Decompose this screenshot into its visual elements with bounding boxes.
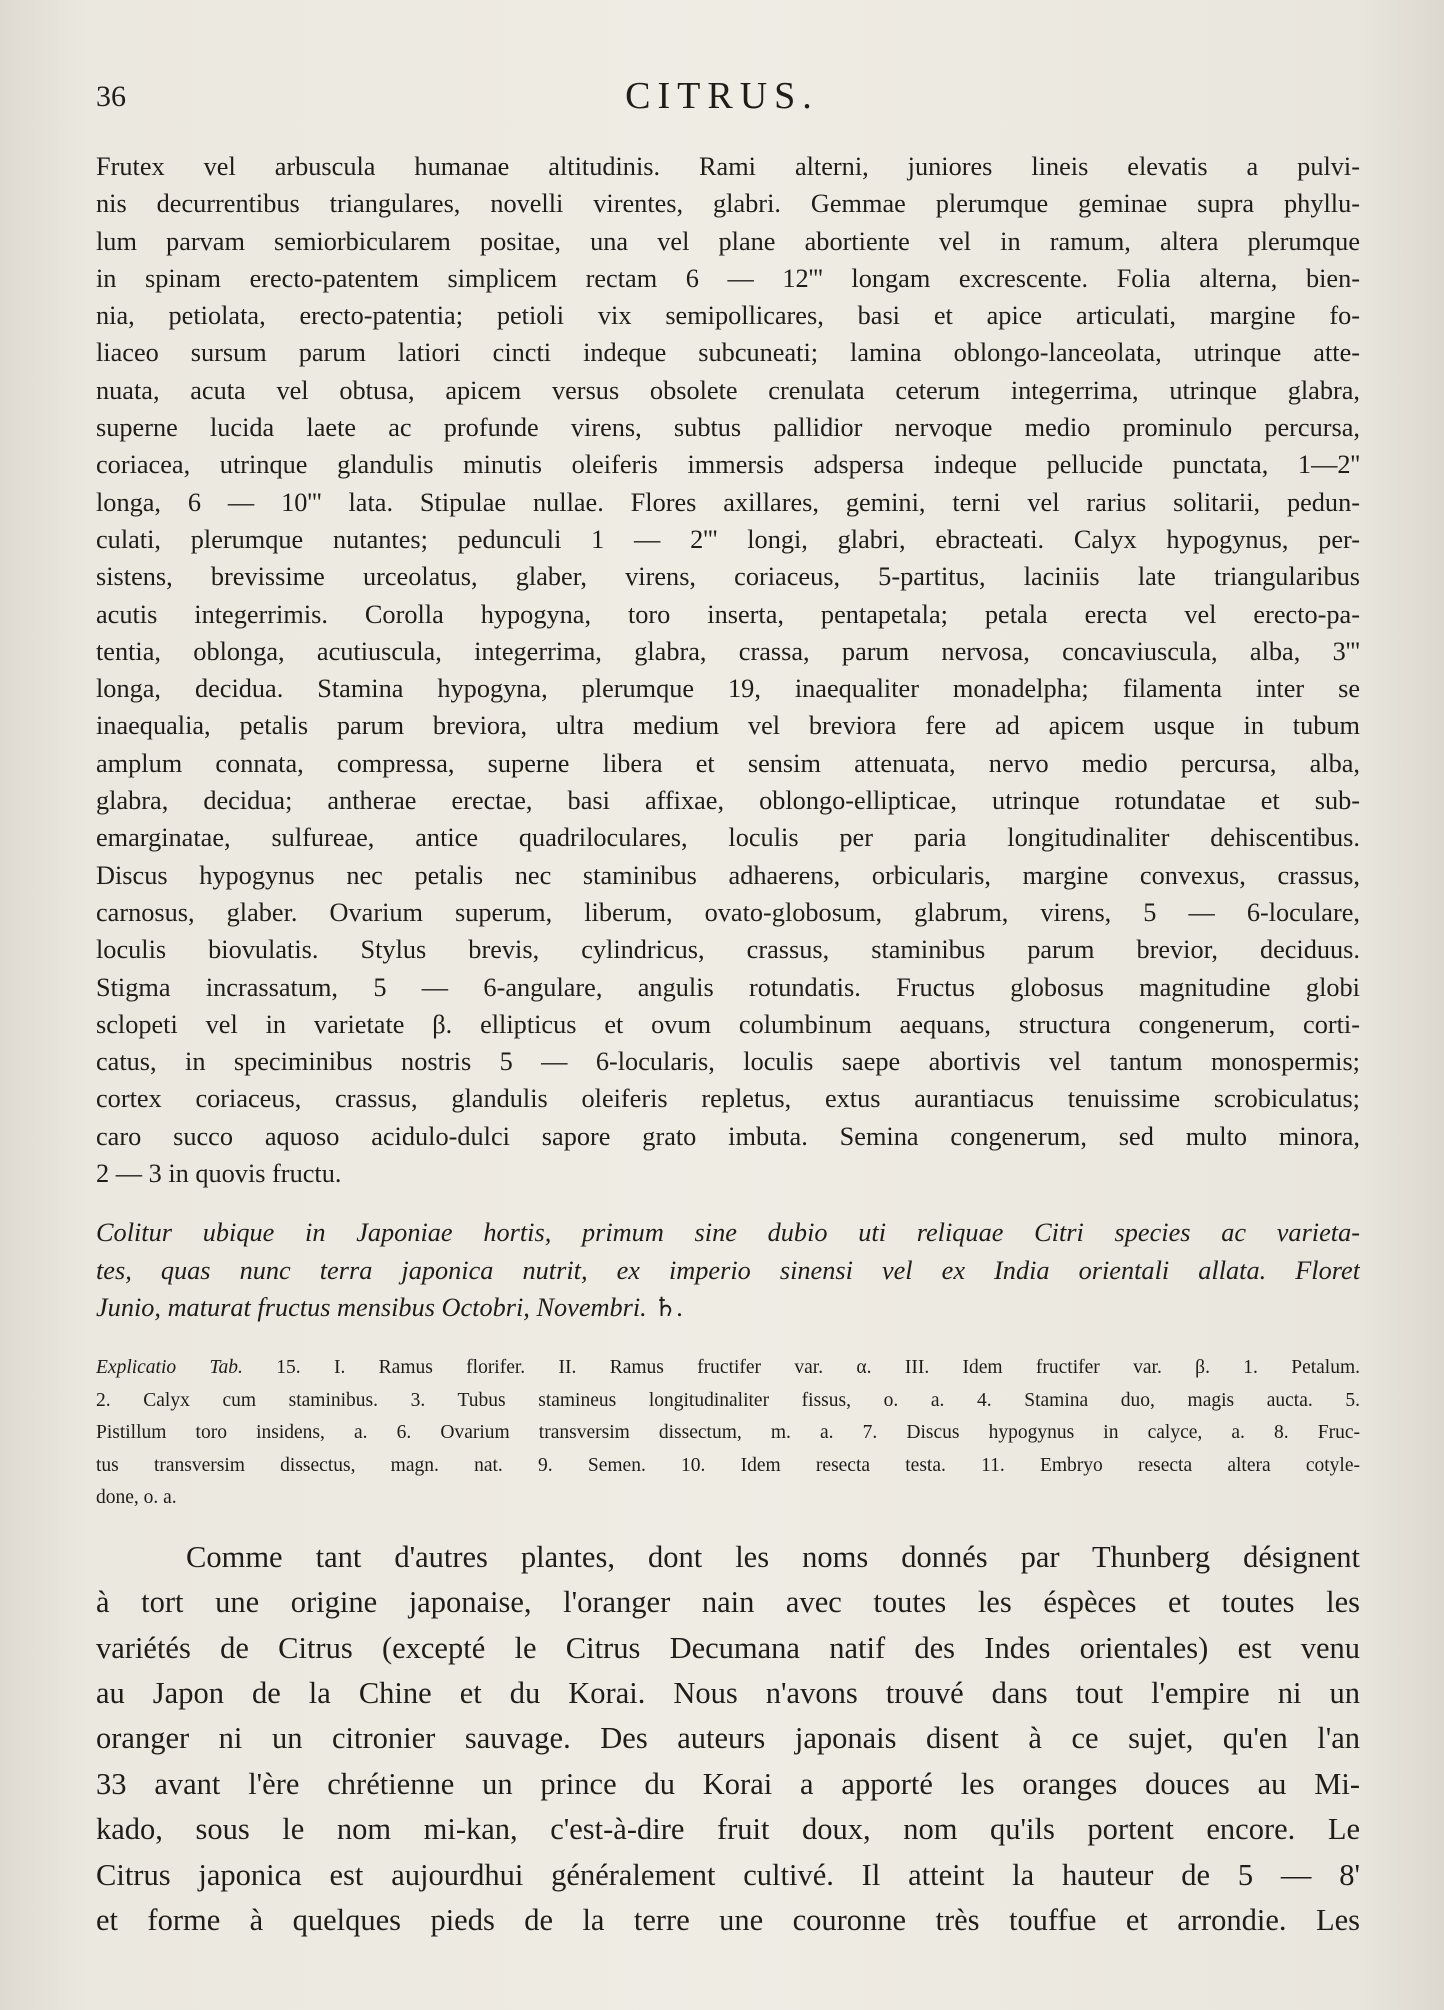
text-line: variétés de Citrus (excepté le Citrus Decumana natif des Indes orientales) est venu [96,1630,1360,1665]
text-line: et forme à quelques pieds de la terre une couronne très touffue et arrondie. Les [96,1902,1360,1937]
text-line: Comme tant d'autres plantes, dont les noms donnés par Thunberg désignent [186,1539,1360,1574]
text-line: liaceo sursum parum latiori cincti indeque subcuneati; lamina oblongo-lanceolata, utrinque atte- [96,338,1360,368]
text-line: acutis integerrimis. Corolla hypogyna, toro inserta, pentapetala; petala erecta vel erecto-pa- [96,599,1360,629]
text-line: au Japon de la Chine et du Korai. Nous n'avons trouvé dans tout l'empire ni un [96,1675,1360,1710]
text-line: kado, sous le nom mi-kan, c'est-à-dire fruit doux, nom qu'ils portent encore. Le [96,1812,1360,1847]
text-line: à tort une origine japonaise, l'oranger nain avec toutes les éspèces et toutes les [96,1585,1360,1620]
text-line: Frutex vel arbuscula humanae altitudinis. Rami alterni, juniores lineis elevatis a pulvi- [96,152,1360,181]
explicatio-lead: Explicatio Tab. [96,1357,243,1379]
text-line: tes, quas nunc terra japonica nutrit, ex imperio sinensi vel ex India orientali allata. Floret [96,1255,1360,1285]
text-line: catus, in speciminibus nostris 5 — 6-locularis, loculis saepe abortivis vel tantum monospermis; [96,1047,1360,1077]
text-line: lum parvam semiorbicularem positae, una vel plane abortiente vel in ramum, altera plerumque [96,226,1360,256]
text-line: superne lucida laete ac profunde virens, subtus pallidior nervoque medio prominulo percursa, [96,413,1360,443]
text-line: longa, decidua. Stamina hypogyna, plerumque 19, inaequaliter monadelpha; filamenta inter se [96,674,1360,704]
text-line: Discus hypogynus nec petalis nec staminibus adhaerens, orbicularis, margine convexus, crassus, [96,860,1360,890]
text-line: longa, 6 — 10''' lata. Stipulae nullae. Flores axillares, gemini, terni vel rarius solitarii, pedun- [96,487,1360,517]
french-paragraph [96,1535,1360,1944]
text-line: nuata, acuta vel obtusa, apicem versus obsolete crenulata ceterum integerrima, utrinque glabra, [96,375,1360,405]
text-line: oranger ni un citronier sauvage. Des auteurs japonais disent à ce sujet, qu'en l'an [96,1721,1360,1756]
text-line: culati, plerumque nutantes; pedunculi 1 — 2''' longi, glabri, ebracteati. Calyx hypogynus, per- [96,524,1360,554]
text-line: inaequalia, petalis parum breviora, ultra medium vel breviora fere ad apicem usque in tubum [96,711,1360,741]
running-title: CITRUS. [625,75,819,117]
text-line: nia, petiolata, erecto-patentia; petioli vix semipollicares, basi et apice articulati, margine fo- [96,301,1360,331]
page-header [96,70,1348,120]
plate-explanation [96,1352,1360,1515]
text-line: done, o. a. [96,1487,177,1509]
page-body [96,148,1360,1943]
text-line: 2 — 3 in quovis fructu. [96,1159,342,1189]
text-line: carnosus, glaber. Ovarium superum, liberum, ovato-globosum, glabrum, virens, 5 — 6-loculare, [96,897,1360,927]
text-line: coriacea, utrinque glandulis minutis oleiferis immersis adspersa indeque pellucide punctata, 1—2'' [96,450,1360,480]
text-line: tentia, oblonga, acutiuscula, integerrima, glabra, crassa, parum nervosa, concaviuscula, alba, 3''' [96,636,1360,666]
text-line: sistens, brevissime urceolatus, glaber, virens, coriaceus, 5-partitus, laciniis late triangularibus [96,562,1360,592]
text-line: 15. I. Ramus florifer. II. Ramus fructifer var. α. III. Idem fructifer var. β. 1. Petalum. [276,1357,1360,1379]
text-line: amplum connata, compressa, superne libera et sensim attenuata, nervo medio percursa, alba, [96,748,1360,778]
text-line: caro succo aquoso acidulo-dulci sapore grato imbuta. Semina congenerum, sed multo minora, [96,1121,1360,1151]
text-line: Citrus japonica est aujourdhui généralement cultivé. Il atteint la hauteur de 5 — 8' [96,1857,1360,1892]
text-line: 2. Calyx cum staminibus. 3. Tubus stamineus longitudinaliter fissus, o. a. 4. Stamina duo, magis aucta. 5. [96,1389,1360,1411]
text-line: loculis biovulatis. Stylus brevis, cylindricus, crassus, staminibus parum brevior, deciduus. [96,935,1360,965]
culture-paragraph [96,1214,1360,1326]
text-line: Junio, maturat fructus mensibus Octobri, Novembri. ♄. [96,1292,684,1322]
text-line: emarginatae, sulfureae, antice quadriloculares, loculis per paria longitudinaliter dehiscentibus. [96,823,1360,853]
text-line: Stigma incrassatum, 5 — 6-angulare, angulis rotundatis. Fructus globosus magnitudine globi [96,972,1360,1002]
text-line: nis decurrentibus triangulares, novelli virentes, glabri. Gemmae plerumque geminae supra phyllu- [96,189,1360,219]
text-line: glabra, decidua; antherae erectae, basi affixae, oblongo-ellipticae, utrinque rotundatae et sub- [96,786,1360,816]
text-line: cortex coriaceus, crassus, glandulis oleiferis repletus, extus aurantiacus tenuissime scrobiculatus; [96,1084,1360,1114]
latin-description [96,148,1360,1192]
text-line: Colitur ubique in Japoniae hortis, primum sine dubio uti reliquae Citri species ac varieta- [96,1218,1360,1248]
text-line: 33 avant l'ère chrétienne un prince du Korai a apporté les oranges douces au Mi- [96,1766,1360,1801]
page-number: 36 [96,80,126,113]
text-line: in spinam erecto-patentem simplicem rectam 6 — 12''' longam excrescente. Folia alterna, bien- [96,263,1360,293]
text-line: sclopeti vel in varietate β. ellipticus et ovum columbinum aequans, structura congenerum, corti- [96,1009,1360,1039]
text-line: Pistillum toro insidens, a. 6. Ovarium transversim dissectum, m. a. 7. Discus hypogynus in calyce, a. 8. Fruc- [96,1422,1360,1444]
text-line: tus transversim dissectus, magn. nat. 9. Semen. 10. Idem resecta testa. 11. Embryo resecta altera cotyle- [96,1454,1360,1476]
